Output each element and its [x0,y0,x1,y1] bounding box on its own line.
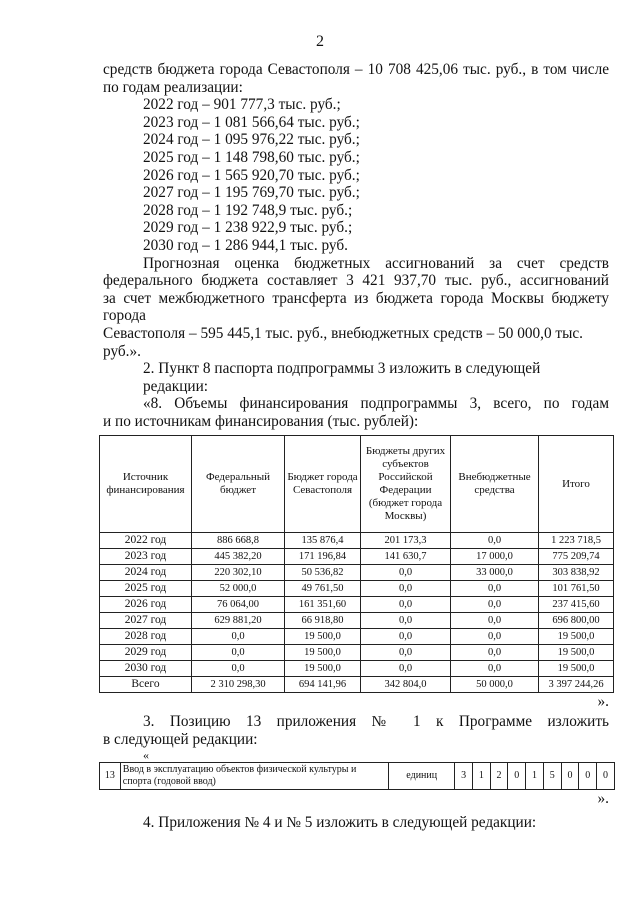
table-cell: 886 668,8 [192,533,285,549]
table-row [100,645,614,661]
table-cell: 17 000,0 [451,549,539,565]
position-close-quote: ». [597,790,609,808]
position-value: 5 [543,763,561,790]
table-cell: 0,0 [192,629,285,645]
year-line: 2023 год – 1 081 566,64 тыс. руб.; [143,113,360,131]
position-value: 0 [597,763,615,790]
year-line: 2028 год – 1 192 748,9 тыс. руб.; [143,201,353,219]
table-cell: 2022 год [100,533,192,549]
table-cell: 0,0 [361,661,451,677]
table-cell: 19 500,0 [539,661,614,677]
table-cell: 1 223 718,5 [539,533,614,549]
table-cell: 775 209,74 [539,549,614,565]
table-cell: 0,0 [451,645,539,661]
column-header: Внебюджетные средства [451,436,539,533]
table-cell: 19 500,0 [539,645,614,661]
table-cell: 19 500,0 [285,629,361,645]
table-cell: 2024 год [100,565,192,581]
table-cell: 694 141,96 [285,677,361,693]
table-cell: 237 415,60 [539,597,614,613]
position-value: 0 [579,763,597,790]
page-body [103,61,609,831]
table-cell: 220 302,10 [192,565,285,581]
table-row [100,565,614,581]
table-cell: 135 876,4 [285,533,361,549]
year-line: 2029 год – 1 238 922,9 тыс. руб.; [143,219,353,237]
table-cell: 101 761,50 [539,581,614,597]
table-cell: 76 064,00 [192,597,285,613]
forecast-line: за счет межбюджетного трансферта из бюджета города Москвы бюджету города [103,289,609,325]
table-cell: 2030 год [100,661,192,677]
year-list [103,96,609,254]
table-cell: 171 196,84 [285,549,361,565]
table-cell: 141 630,7 [361,549,451,565]
position-number: 13 [100,763,121,790]
column-header: Бюджеты других субъектов Российской Федерации (бюджет города Москвы) [361,436,451,533]
table-cell: 2029 год [100,645,192,661]
item-3-line: в следующей редакции: [103,730,258,748]
item-2-quote-line: и по источникам финансирования (тыс. рублей): [103,412,419,430]
table-cell: 0,0 [451,533,539,549]
position-value: 3 [455,763,473,790]
column-header: Федеральный бюджет [192,436,285,533]
table-cell: 2 310 298,30 [192,677,285,693]
table-row [100,629,614,645]
position-name: Ввод в эксплуатацию объектов физической культуры и спорта (годовой ввод) [120,763,388,790]
forecast-line: Севастополя – 595 445,1 тыс. руб., внебюджетных средств – 50 000,0 тыс. руб.». [103,324,584,360]
table-cell: 2027 год [100,613,192,629]
forecast-line: Прогнозная оценка бюджетных ассигнований за счет средств [143,254,609,272]
item-2: 2. Пункт 8 паспорта подпрограммы 3 изложить в следующей редакции: [143,360,541,395]
table-cell: 0,0 [451,613,539,629]
position-value: 1 [526,763,544,790]
table-row [100,677,614,693]
table-cell: 2026 год [100,597,192,613]
page-number: 2 [316,33,324,50]
table-cell: 696 800,00 [539,613,614,629]
table-cell: 0,0 [361,613,451,629]
position-value: 1 [472,763,490,790]
table-cell: 342 804,0 [361,677,451,693]
table-cell: 0,0 [451,629,539,645]
position-unit: единиц [389,763,455,790]
table-cell: 303 838,92 [539,565,614,581]
table-cell: 445 382,20 [192,549,285,565]
financing-table [99,435,614,693]
table-cell: 2025 год [100,581,192,597]
table-cell: 19 500,0 [285,661,361,677]
intro-line: по годам реализации: [103,78,243,96]
table-cell: 0,0 [361,645,451,661]
table-row [100,597,614,613]
table-cell: 49 761,50 [285,581,361,597]
item-4: 4. Приложения № 4 и № 5 изложить в следующей редакции: [143,813,537,831]
table-row [100,613,614,629]
table-cell: 52 000,0 [192,581,285,597]
table-cell: 0,0 [192,645,285,661]
table-cell: 66 918,80 [285,613,361,629]
year-line: 2024 год – 1 095 976,22 тыс. руб.; [143,131,360,149]
table-row [100,581,614,597]
year-line: 2025 год – 1 148 798,60 тыс. руб.; [143,148,360,166]
forecast-line: федерального бюджета составляет 3 421 937,70 тыс. руб., ассигнований [103,272,609,290]
item-2-quote-line: «8. Объемы финансирования подпрограммы 3, всего, по годам [143,395,609,413]
table-cell: 0,0 [451,661,539,677]
table-cell: 629 881,20 [192,613,285,629]
table-cell: 201 173,3 [361,533,451,549]
table-row [100,549,614,565]
table-cell: 0,0 [361,597,451,613]
position-value: 0 [508,763,526,790]
position-value: 0 [561,763,579,790]
table-cell: 0,0 [451,581,539,597]
table-cell: 19 500,0 [539,629,614,645]
table-cell: 0,0 [361,629,451,645]
table-cell: 0,0 [361,581,451,597]
table-cell: 33 000,0 [451,565,539,581]
open-quote: « [143,748,149,763]
position-value: 2 [490,763,508,790]
position-table [99,762,615,790]
table-cell: 3 397 244,26 [539,677,614,693]
table-cell: 2023 год [100,549,192,565]
table-cell: 2028 год [100,629,192,645]
table-row [100,533,614,549]
item-3-line: 3. Позицию 13 приложения № 1 к Программе изложить [143,713,609,731]
table-close-quote: ». [597,693,609,711]
year-line: 2022 год – 901 777,3 тыс. руб.; [143,96,341,114]
column-header: Источник финансирования [100,436,192,533]
column-header: Итого [539,436,614,533]
year-line: 2026 год – 1 565 920,70 тыс. руб.; [143,166,360,184]
table-row [100,661,614,677]
table-cell: 161 351,60 [285,597,361,613]
table-cell: 50 000,0 [451,677,539,693]
table-cell: 0,0 [361,565,451,581]
year-line: 2030 год – 1 286 944,1 тыс. руб. [143,236,348,254]
table-cell: 50 536,82 [285,565,361,581]
intro-line: средств бюджета города Севастополя – 10 708 425,06 тыс. руб., в том числе [103,61,609,78]
column-header: Бюджет города Севастополя [285,436,361,533]
table-cell: Всего [100,677,192,693]
table-cell: 0,0 [192,661,285,677]
table-cell: 19 500,0 [285,645,361,661]
year-line: 2027 год – 1 195 769,70 тыс. руб.; [143,184,360,202]
table-cell: 0,0 [451,597,539,613]
